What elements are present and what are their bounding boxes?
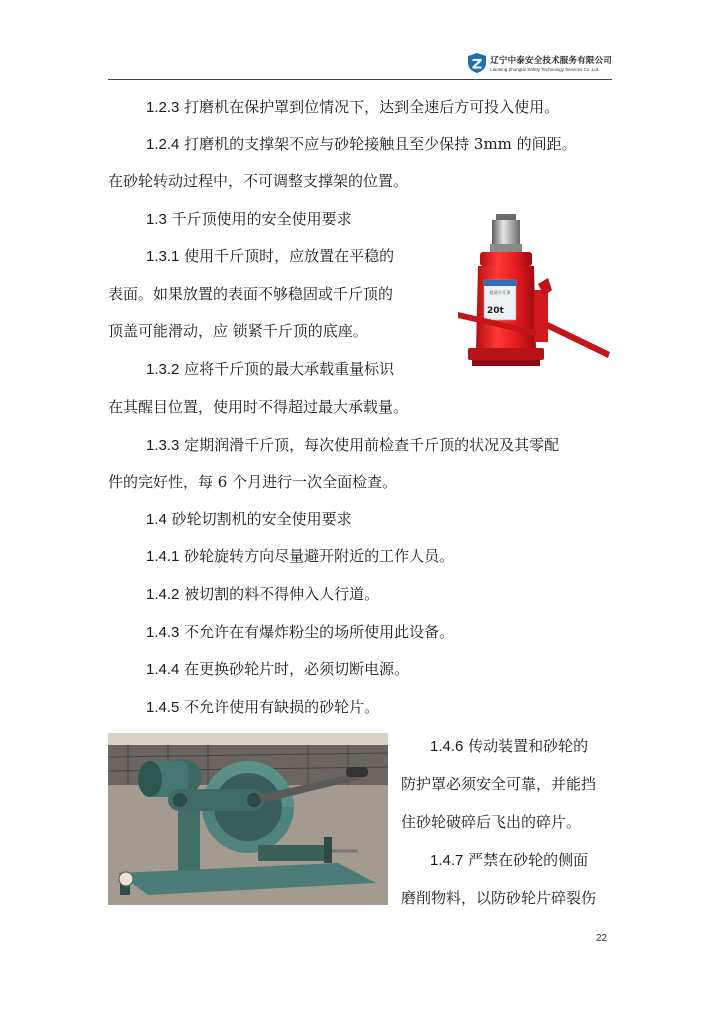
item-number: 1.4.6 — [430, 738, 464, 755]
item-text: 打磨机的支撑架不应与砂轮接触且至少保持 3mm 的间距。 — [179, 135, 577, 153]
item-number: 1.4.2 — [146, 586, 180, 603]
hydraulic-jack-image — [452, 212, 612, 378]
line-1-4-1 — [146, 546, 454, 567]
line-1-4-4 — [146, 659, 409, 680]
jack-capacity-label: 20t — [487, 306, 504, 316]
shield-logo-icon — [467, 52, 487, 74]
line-1-2-4 — [146, 134, 577, 155]
line-1-4-6 — [430, 736, 588, 757]
company-name-cn: 辽宁中泰安全技术服务有限公司 — [490, 56, 612, 66]
company-logo — [467, 52, 612, 74]
section-heading-1-3 — [146, 209, 352, 230]
item-text: 不允许在有爆炸粉尘的场所使用此设备。 — [179, 623, 455, 641]
line-1-4-7-cont — [401, 888, 596, 909]
item-number: 1.4.7 — [430, 852, 464, 869]
line-1-4-6-cont-a — [401, 774, 596, 795]
item-text: 防护罩必须安全可靠，并能挡 — [401, 775, 597, 793]
line-1-3-2-cont — [108, 397, 408, 418]
item-text: 砂轮旋转方向尽量避开附近的工作人员。 — [179, 547, 455, 565]
item-number: 1.3 — [146, 211, 167, 228]
line-1-4-5 — [146, 697, 379, 718]
section-heading-1-4 — [146, 509, 352, 530]
item-number: 1.3.3 — [146, 437, 180, 454]
item-number: 1.4.4 — [146, 661, 180, 678]
jack-brand-label: 优质千斤顶 — [489, 290, 511, 295]
item-text: 住砂轮破碎后飞出的碎片。 — [401, 813, 582, 831]
line-1-3-1-cont-b — [108, 321, 368, 342]
item-text: 件的完好性，每 6 个月进行一次全面检查。 — [108, 473, 398, 491]
cutoff-saw-image — [108, 733, 388, 905]
item-text: 应将千斤顶的最大承载重量标识 — [179, 360, 395, 378]
item-number: 1.4.1 — [146, 548, 180, 565]
item-text: 表面。如果放置的表面不够稳固或千斤顶的 — [108, 285, 394, 303]
item-text: 定期润滑千斤顶，每次使用前检查千斤顶的状况及其零配 — [179, 436, 560, 454]
item-number: 1.4 — [146, 511, 167, 528]
line-1-3-3-cont — [108, 472, 397, 493]
line-1-3-1-cont-a — [108, 284, 393, 305]
line-1-3-1 — [146, 246, 394, 267]
header-divider — [108, 79, 612, 80]
page-header — [108, 50, 612, 82]
company-name-en: Liaoning Zhongtai Safety Technology Services Co.,Ltd. — [490, 67, 600, 72]
line-1-4-6-cont-b — [401, 812, 581, 833]
item-text: 磨削物料，以防砂轮片碎裂伤 — [401, 889, 597, 907]
item-text: 砂轮切割机的安全使用要求 — [166, 510, 352, 528]
item-text: 千斤顶使用的安全使用要求 — [166, 210, 352, 228]
line-1-4-3 — [146, 622, 454, 643]
item-number: 1.2.4 — [146, 136, 180, 153]
line-1-3-3 — [146, 435, 559, 456]
item-text: 打磨机在保护罩到位情况下，达到全速后方可投入使用。 — [179, 98, 560, 116]
item-text: 被切割的料不得伸入人行道。 — [179, 585, 380, 603]
item-text: 严禁在砂轮的侧面 — [463, 851, 589, 869]
item-number: 1.3.1 — [146, 248, 180, 265]
line-1-2-4-cont — [108, 171, 408, 192]
item-text: 传动装置和砂轮的 — [463, 737, 589, 755]
item-number: 1.4.5 — [146, 699, 180, 716]
line-1-2-3 — [146, 97, 559, 118]
item-number: 1.3.2 — [146, 361, 180, 378]
item-text: 使用千斤顶时，应放置在平稳的 — [179, 247, 395, 265]
item-text: 在砂轮转动过程中，不可调整支撑架的位置。 — [108, 172, 409, 190]
item-text: 顶盖可能滑动，应 锁紧千斤顶的底座。 — [108, 322, 368, 340]
item-text: 不允许使用有缺损的砂轮片。 — [179, 698, 380, 716]
item-text: 在其醒目位置，使用时不得超过最大承载量。 — [108, 398, 409, 416]
item-number: 1.4.3 — [146, 624, 180, 641]
line-1-4-2 — [146, 584, 379, 605]
item-number: 1.2.3 — [146, 99, 180, 116]
line-1-3-2 — [146, 359, 394, 380]
page-number: 22 — [596, 933, 608, 944]
line-1-4-7 — [430, 850, 588, 871]
item-text: 在更换砂轮片时，必须切断电源。 — [179, 660, 410, 678]
